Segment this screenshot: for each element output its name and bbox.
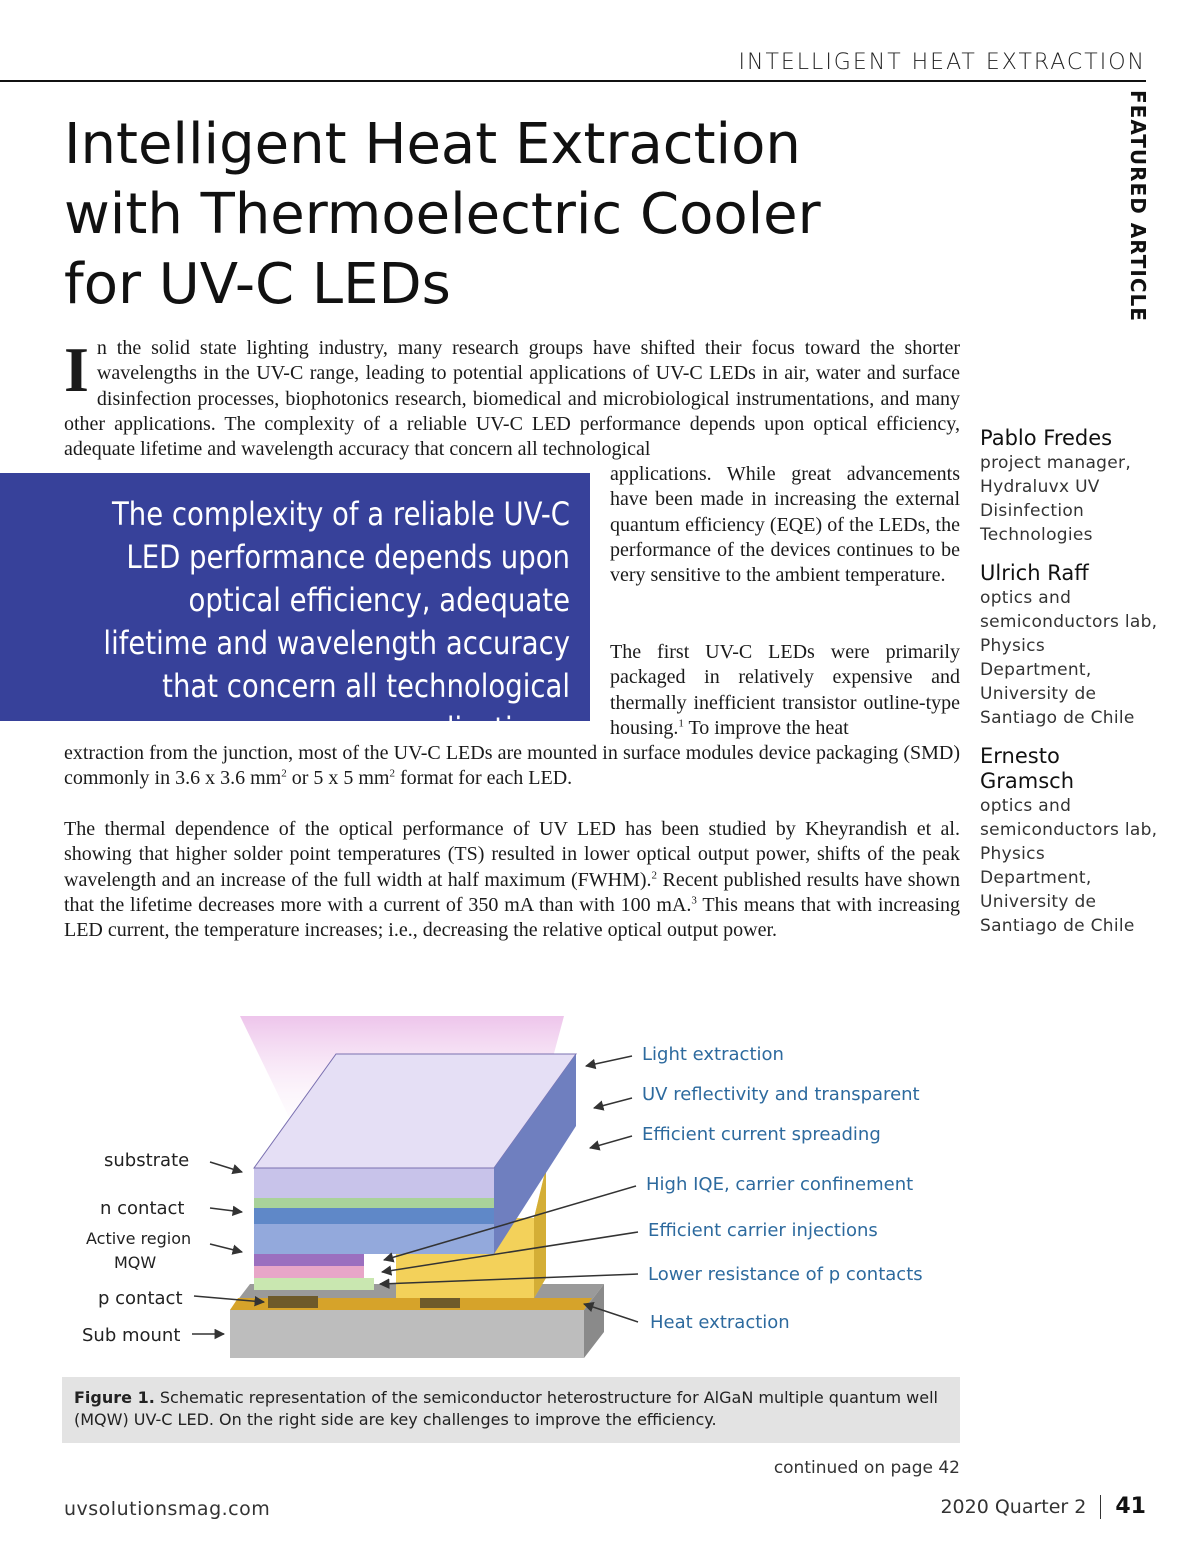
author-affiliation: project manager, Hydraluvx UV Disinfection Technologies [980, 453, 1132, 545]
author [980, 426, 1160, 547]
caption-label: Figure 1. [74, 1388, 155, 1407]
reference-mark: 3 [691, 894, 697, 907]
paragraph-smd [64, 741, 960, 792]
submount-front [230, 1310, 584, 1358]
label-carrier-injections: Efficient carrier injections [648, 1220, 878, 1241]
figure-caption [62, 1377, 960, 1443]
issue-label: 2020 Quarter 2 [940, 1495, 1087, 1518]
label-p-contact-resistance: Lower resistance of p contacts [648, 1264, 923, 1285]
led-diagram [64, 1008, 960, 1380]
author-name: Pablo Fredes [980, 426, 1113, 450]
layer-active [254, 1266, 364, 1278]
label-n-contact: n contact [100, 1198, 185, 1219]
pull-quote-text: The complexity of a reliable UV-C LED performance depends upon optical efficiency, adequate lifetime and wavelength accuracy that concern all technological applications. [103, 495, 570, 748]
running-head: INTELLIGENT HEAT EXTRACTION [738, 50, 1146, 75]
paragraph-text: This means that with increasing LED current, the temperature increases; i.e., decreasing the relative optical output power. [64, 893, 961, 942]
label-substrate: substrate [104, 1150, 190, 1171]
title-line: Intelligent Heat Extraction [64, 112, 801, 177]
superscript: 2 [281, 767, 287, 780]
layer-p [254, 1278, 374, 1290]
footer-divider [1100, 1495, 1101, 1519]
pull-quote [0, 473, 590, 748]
author-affiliation: optics and semiconductors lab, Physics Department, University de Santiago de Chile [980, 588, 1158, 728]
intro-text: n the solid state lighting industry, many research groups have shifted their focus toward the shorter wavelengths in the UV-C range, leading to potential applications of UV-C LEDs in air, water and surface disinfection processes, biophotonics research, biomedical and microbiological instrumentations, and many other applications. The complexity of a reliable UV-C LED performance depends upon optical efficiency, adequate lifetime and wavelength accuracy that concern all technological [64, 337, 960, 461]
led-structure-figure [64, 1008, 960, 1380]
title-line: for UV-C LEDs [64, 252, 451, 317]
layer-substrate-front [254, 1168, 494, 1198]
paragraph-text: extraction from the junction, most of the UV-C LEDs are mounted in surface modules device packaging (SMD) commonly in 3.6 x 3.6 mm [64, 742, 960, 790]
title-line: with Thermoelectric Cooler [64, 182, 821, 247]
label-mqw: MQW [114, 1253, 157, 1272]
paragraph-text: or 5 x 5 mm [286, 767, 390, 790]
arrow [210, 1162, 242, 1172]
layer-n-contact [254, 1208, 494, 1224]
paragraph-eqe: applications. While great advancements have been made in increasing the external quantum efficiency (EQE) of the LEDs, the performance of the devices continues to be very sensitive to the ambient temperature. [610, 463, 960, 587]
author-name: Ulrich Raff [980, 561, 1089, 585]
header-rule [0, 80, 1146, 82]
author-name: Ernesto Gramsch [980, 744, 1075, 793]
arrow [594, 1098, 632, 1108]
website-link[interactable]: uvsolutionsmag.com [64, 1498, 271, 1520]
label-sub-mount: Sub mount [82, 1325, 181, 1346]
paragraph-text: Recent published results have shown that the lifetime decreases more with a current of 350 mA than with 100 mA. [64, 868, 960, 916]
paragraph-text: format for each LED. [395, 767, 573, 790]
layer-green [254, 1198, 494, 1208]
paragraph-text: To improve the heat [683, 716, 849, 739]
page-number: 41 [1115, 1494, 1146, 1519]
label-current-spreading: Efficient current spreading [642, 1124, 881, 1145]
layer-mqw [254, 1254, 364, 1266]
section-tab-label: FEATURED ARTICLE [1126, 90, 1150, 322]
drop-cap: I [64, 334, 89, 405]
reference-mark: 2 [651, 868, 658, 881]
article-title [64, 110, 964, 320]
label-active-region: Active region [86, 1229, 192, 1248]
label-p-contact: p contact [98, 1288, 183, 1309]
page-footer [940, 1494, 1146, 1519]
author-affiliation: optics and semiconductors lab, Physics Department, University de Santiago de Chile [980, 796, 1158, 936]
section-tab [1124, 90, 1150, 350]
paragraph-packaging [610, 640, 960, 741]
continued-note: continued on page 42 [773, 1458, 960, 1478]
label-light-extraction: Light extraction [642, 1044, 784, 1065]
paragraph-text: The first UV-C LEDs were primarily packaged in relatively expensive and thermally inefficient transistor outline-type housing. [610, 641, 960, 739]
contact-pad [268, 1296, 318, 1308]
reference-mark: 1 [678, 717, 684, 730]
author-list [980, 426, 1160, 952]
arrow [210, 1208, 242, 1212]
author [980, 561, 1160, 730]
author [980, 744, 1160, 938]
caption-text: Schematic representation of the semiconductor heterostructure for AlGaN multiple quantum well (MQW) UV-C LED. On the right side are key challenges to improve the efficiency. [74, 1388, 938, 1429]
paragraph-text: The thermal dependence of the optical performance of UV LED has been studied by Kheyrandish et al. showing that higher solder point temperatures (TS) resulted in lower optical output power, shifts of the peak wavelength and an increase of the full width at half maximum (FWHM). [64, 818, 960, 891]
paragraph-thermal [64, 817, 960, 943]
superscript: 2 [389, 767, 395, 780]
label-heat-extraction: Heat extraction [650, 1312, 790, 1333]
intro-paragraph [64, 336, 960, 462]
label-high-iqe: High IQE, carrier confinement [646, 1174, 914, 1195]
arrow [586, 1056, 632, 1066]
arrow [210, 1244, 242, 1252]
arrow [590, 1136, 632, 1148]
label-uv-reflectivity: UV reflectivity and transparent [642, 1084, 920, 1105]
